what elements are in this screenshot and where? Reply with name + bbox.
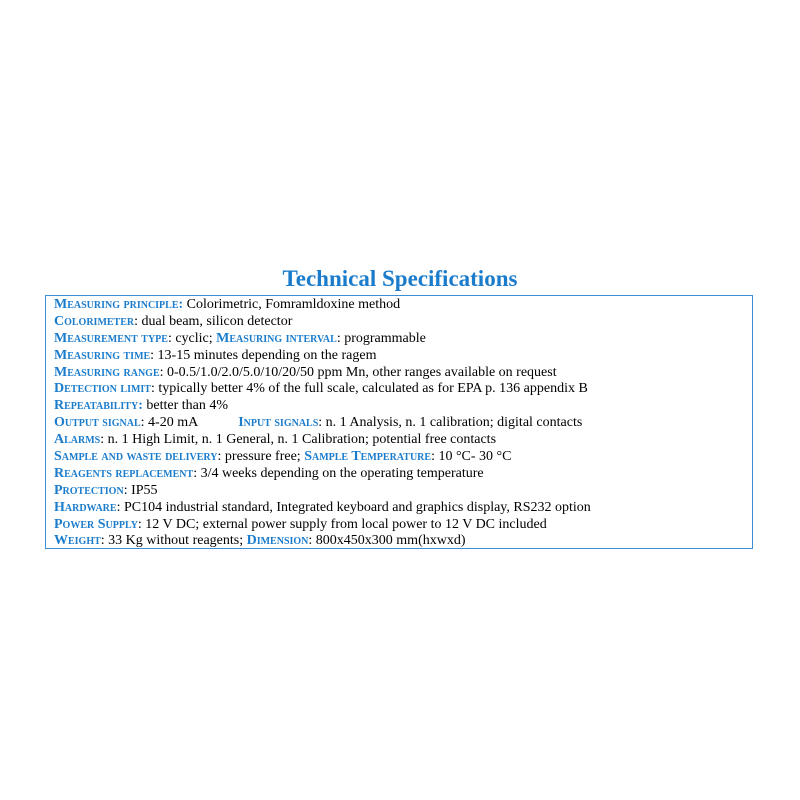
spec-label: Colorimeter	[54, 313, 135, 329]
spec-value-secondary: : 800x450x300 mm(hxwxd)	[308, 533, 466, 549]
spec-value: : pressure free;	[217, 449, 305, 465]
spec-label-secondary: Input signals	[238, 415, 319, 431]
spec-value: : n. 1 High Limit, n. 1 General, n. 1 Calibration; potential free contacts	[100, 432, 497, 448]
spec-label-secondary: Sample Temperature	[304, 449, 432, 465]
spec-value: : 33 Kg without reagents;	[100, 533, 247, 549]
spec-label: Reagents replacement	[54, 465, 194, 481]
spec-label: Measuring time	[54, 347, 151, 363]
spec-label: Sample and waste delivery	[54, 449, 218, 465]
spec-label: Measurement type	[54, 330, 168, 346]
spec-value: better than 4%	[142, 398, 229, 414]
spec-value: Colorimetric, Fomramldoxine method	[183, 297, 401, 312]
page-title: Technical Specifications	[282, 266, 518, 291]
spec-label-secondary: Measuring interval	[216, 330, 337, 346]
spec-label: Power Supply	[54, 516, 138, 532]
spec-label: Hardware	[54, 499, 117, 515]
spec-value-secondary: : n. 1 Analysis, n. 1 calibration; digital contacts	[318, 415, 583, 431]
spec-row-measuring-range	[54, 365, 752, 382]
spec-row-sample-delivery	[54, 449, 752, 466]
spec-label-secondary: Dimension	[246, 533, 309, 549]
spec-value: : IP55	[123, 482, 158, 498]
spec-value-secondary: : 10 °C- 30 °C	[431, 449, 512, 465]
spec-label: Weight	[54, 533, 101, 549]
spec-value: : 4-20 mA	[140, 415, 199, 431]
spec-row-hardware	[54, 500, 752, 517]
spec-value: : 3/4 weeks depending on the operating temperature	[193, 465, 484, 481]
spec-row-output-signal	[54, 415, 752, 432]
spec-row-measuring-principle	[54, 297, 752, 314]
spec-value: : cyclic;	[167, 330, 217, 346]
spec-label: Output signal	[54, 415, 141, 431]
spec-value: : dual beam, silicon detector	[134, 313, 293, 329]
spec-row-reagents-replacement	[54, 466, 752, 483]
specifications-table	[45, 295, 753, 549]
spec-label: Alarms	[54, 432, 101, 448]
spec-value: : 12 V DC; external power supply from local power to 12 V DC included	[137, 516, 547, 532]
spec-label: Detection limit	[54, 381, 151, 397]
spec-row-repeatability	[54, 398, 752, 415]
spec-label: Measuring principle:	[54, 297, 184, 312]
spec-row-detection-limit	[54, 381, 752, 398]
spec-value-secondary: : programmable	[336, 330, 426, 346]
spec-row-power-supply	[54, 517, 752, 534]
spec-row-alarms	[54, 432, 752, 449]
spec-label: Protection	[54, 482, 124, 498]
spec-row-weight	[54, 533, 752, 550]
spec-value: : 0-0.5/1.0/2.0/5.0/10/20/50 ppm Mn, other ranges available on request	[159, 364, 557, 380]
spec-row-colorimeter	[54, 314, 752, 331]
spec-value: : PC104 industrial standard, Integrated keyboard and graphics display, RS232 option	[116, 499, 591, 515]
spec-label: Measuring range	[54, 364, 160, 380]
spec-label: Repeatability:	[54, 398, 143, 414]
spec-value: : typically better 4% of the full scale, calculated as for EPA p. 136 appendix B	[150, 381, 588, 397]
spec-row-measurement-type	[54, 331, 752, 348]
spec-row-protection	[54, 483, 752, 500]
spec-row-measuring-time	[54, 348, 752, 365]
spec-value: : 13-15 minutes depending on the ragem	[150, 347, 377, 363]
